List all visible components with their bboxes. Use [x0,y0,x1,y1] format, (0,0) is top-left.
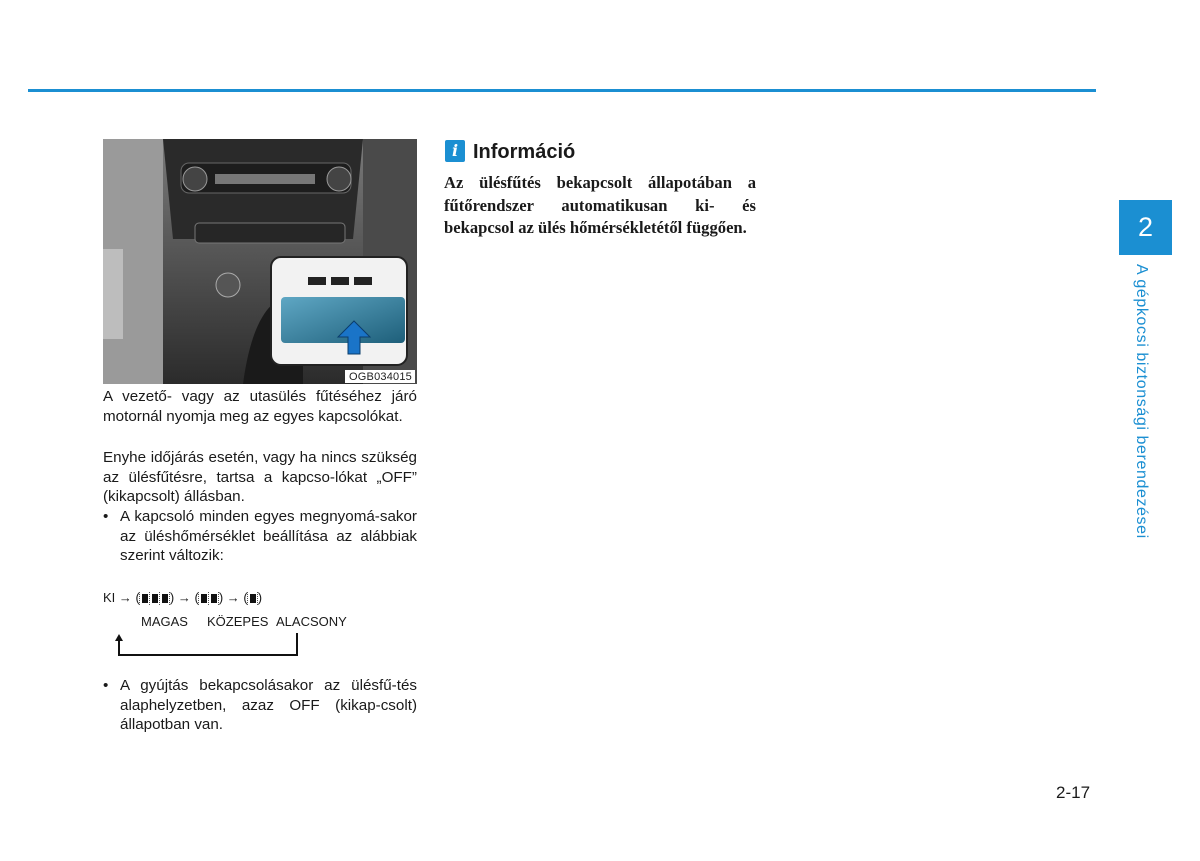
heat-level-sequence [103,590,262,606]
info-icon: i [445,140,465,162]
cycle-return-arrow [115,633,299,657]
off-advice-paragraph: Enyhe időjárás esetén, vagy ha nincs szükség az ülésfűtésre, tartsa a kapcso-lókat „OFF” (kikapcsolt) állásban. [103,449,417,505]
instruction-paragraph: A vezető- vagy az utasülés fűtéséhez járó motornál nyomja meg az egyes kapcsolókat. [103,388,417,425]
bullet-text: A kapcsoló minden egyes megnyomá-sakor az üléshőmérséklet beállítása az alábbiak szerint változik: [120,508,417,564]
level-medium-label: KÖZEPES [207,614,269,629]
chapter-number-tab: 2 [1119,200,1172,255]
console-illustration [103,139,417,384]
arrow: → [118,590,132,605]
off-label: KI [103,590,116,605]
bullet-dot: • [103,677,109,694]
info-title: Információ [473,141,576,163]
arrow: → [226,590,240,605]
image-code: OGB034015 [345,370,415,383]
chapter-title: A gépkocsi biztonsági berendezései [1133,264,1150,539]
page-number: 2-17 [1056,783,1091,802]
bullet-switch-change [103,507,417,566]
level-low-label: ALACSONY [276,614,347,629]
bullet-text: A gyújtás bekapcsolásakor az ülésfű-tés alaphelyzetben, azaz OFF (kikap-csolt) állapotban van. [120,677,417,733]
level-high-label: MAGAS [141,614,188,629]
seat-heater-switch-photo [103,139,417,384]
header-rule [28,89,1096,92]
medium-indicator: ( ) [194,590,224,605]
low-indicator: ( ) [243,590,263,605]
bullet-dot: • [103,508,109,525]
arrow: → [177,590,191,605]
high-indicator: ( ) [135,590,175,605]
bullet-ignition-default [103,676,417,735]
info-body: Az ülésfűtés bekapcsolt állapotában a fűtőrendszer automatikusan ki- és bekapcsol az ülés hőmérsékletétől függően. [444,173,756,237]
